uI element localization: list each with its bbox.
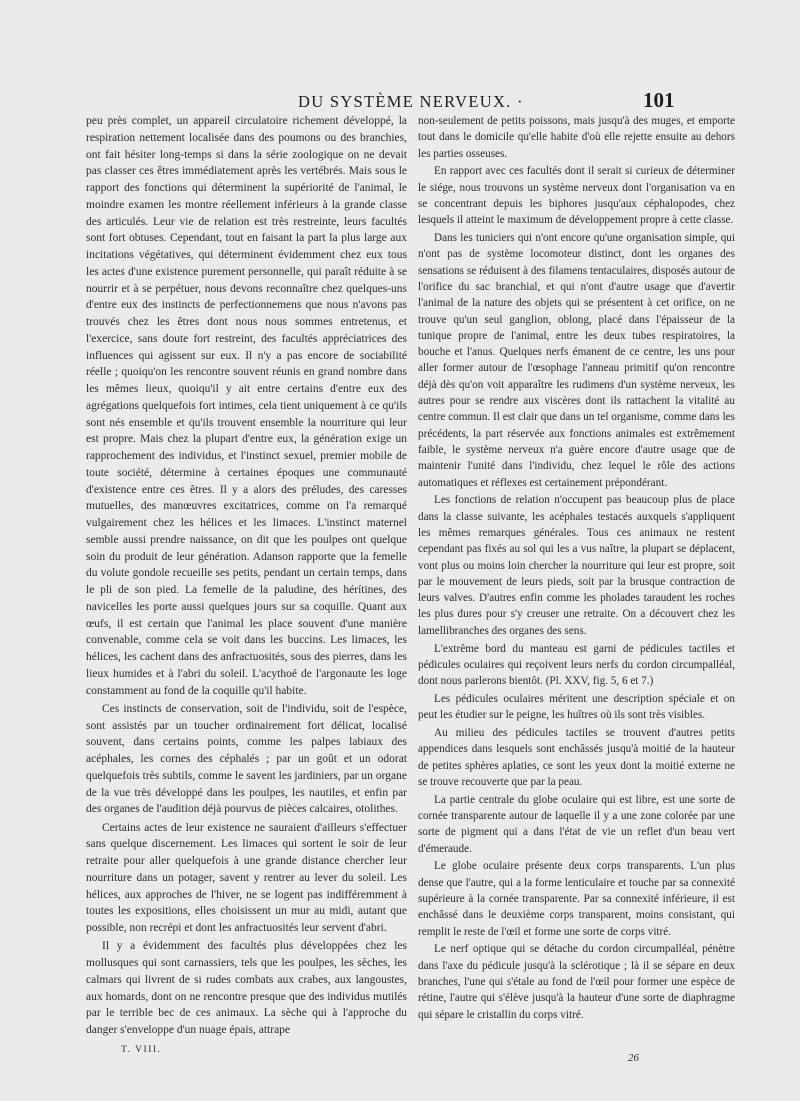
- right-text-column: [418, 113, 735, 1024]
- paragraph: Le nerf optique qui se détache du cordon circumpalléal, pénètre dans l'axe du pédicule jusqu'à la sclérotique ; là il se sépare en deux branches, l'une qui s'étale au fond de l'œil pour former une espèce de rétine, l'autre qui s'élève jusqu'à la hauteur d'une sorte de diaphragme qui sépare le cristallin du corps vitré.: [418, 943, 735, 1021]
- folio-number: 26: [628, 1052, 639, 1064]
- signature-mark: T. VIII.: [121, 1045, 162, 1055]
- left-text-column: [86, 113, 407, 1040]
- paragraph: L'extrême bord du manteau est garni de pédicules tactiles et pédicules oculaires qui reçoivent leurs nerfs du cordon circumpalléal, dont nous parlerons bientôt. (Pl. XXV, fig. 5, 6 et 7.): [418, 642, 735, 688]
- paragraph: Certains actes de leur existence ne sauraient d'ailleurs s'effectuer sans quelque discernement. Les limaces qui sortent le soir de leur retraite pour aller quelquefois à une grande distance chercher leur nourriture dans un potager, savent y rentrer au lever du soleil. Les hélices, aux approches de l'hiver, ne se logent pas indifféremment à toutes les expositions, elles choisissent un mur au midi, autant que possible, non recrépi et dont les anfractuosités leur servent d'abri.: [86, 821, 407, 934]
- paragraph: Les pédicules oculaires méritent une description spéciale et on peut les étudier sur le peigne, les huîtres où ils sont très visibles.: [418, 692, 735, 722]
- paragraph: La partie centrale du globe oculaire qui est libre, est une sorte de cornée transparente autour de laquelle il y a une zone colorée par une sorte de pigment qui a dans l'état de vie un reflet d'un beau vert d'émeraude.: [418, 793, 735, 855]
- running-title: DU SYSTÈME NERVEUX. ·: [298, 92, 524, 111]
- paragraph: Dans les tuniciers qui n'ont encore qu'une organisation simple, qui n'ont pas de système locomoteur distinct, dont les organes des sensations se réduisent à des filamens tentaculaires, disposés autour de l'orifice du sac branchial, et qui n'ont d'autre usage que d'avertir l'animal de la nature des objets qui se présentent à cet orifice, on ne trouve qu'un seul ganglion, oblong, placé dans l'épaisseur de la tunique propre de l'animal, entre les deux tubes respiratoires, la bouche et l'anus. Quelques nerfs émanent de ce centre, les uns pour aller former autour de l'œsophage l'anneau primitif qu'on rencontre déjà dès qu'on voit apparaître les rudimens d'un système nerveux, les autres pour se rendre aux viscères dont ils rattachent la vitalité au centre commun. Il est clair que dans un tel organisme, comme dans les précédents, la part réservée aux fonctions animales est extrêmement faible, le système nerveux n'a guère encore d'autre usage que de maintenir l'unité dans l'individu, chez lequel le rôle des actions automatiques et réflexes est certainement prépondérant.: [418, 232, 735, 489]
- page-number: 101: [643, 88, 675, 112]
- paragraph: non-seulement de petits poissons, mais jusqu'à des muges, et emporte tout dans le domicile qu'elle habite d'où elle rejette ensuite au dehors les parties osseuses.: [418, 115, 735, 160]
- paragraph: Il y a évidemment des facultés plus développées chez les mollusques qui sont carnassiers, tels que les poulpes, les sèches, les calmars qui livrent de si rudes combats aux crabes, aux langoustes, aux homards, dont on ne rencontre presque que des individus mutilés par le terrible bec de ces animaux. La sèche qui à l'approche du danger s'enveloppe d'un nuage épais, attrape: [86, 940, 407, 1036]
- paragraph: Au milieu des pédicules tactiles se trouvent d'autres petits appendices dans lesquels sont enchâssés jusqu'à moitié de la hauteur de petites sphères aplaties, ce sont les yeux dont la moitié externe ne se trouve recouverte que par la peau.: [418, 726, 735, 788]
- paragraph: peu près complet, un appareil circulatoire richement développé, la respiration nettement localisée dans des poumons ou des branchies, ont fait hésiter long-temps si dans la série zoologique on ne devait pas classer ces êtres immédiatement après les vertébrés. Mais sous le rapport des fonctions qui déterminent la supériorité de l'animal, le moindre examen les montre réellement inférieurs à la grande classe des articulés. Leur vie de relation est très restreinte, leurs facultés sont fort obtuses. Cependant, tout en faisant la part la plus large aux incitations végétatives, qui déterminent évidemment chez eux tous les actes d'une existence purement personnelle, qui paraît réduite à se nourrir et à se perpétuer, nous devons reconnaître chez quelques-uns d'entre eux des instincts de perfectionnemens que nous n'avons pas trouvés chez les êtres dont nous nous sommes entretenus, et l'exercice, sans doute fort restreint, des facultés appréciatrices des influences qui agissent sur eux. Il n'y a pas encore de sociabilité réelle ; quoiqu'on les rencontre souvent réunis en grand nombre dans les mêmes lieux, quoiqu'il y ait entre certains d'entre eux des agrégations quelquefois fort intimes, cela tient uniquement à ce qu'ils sont nés ensemble et qu'ils trouvent ensemble la nourriture qui leur est propre. Mais chez la plupart d'entre eux, la génération exige un rapprochement des individus, et l'instinct sexuel, premier mobile de toute société, détermine à certaines époques une communauté d'existence entre ces êtres. Il y a alors des préludes, des caresses mutuelles, des manœuvres excitatrices, comme on l'a remarqué vulgairement chez les hélices et les limaces. L'instinct maternel semble aussi prendre naissance, on dit que les poulpes ont quelque soin du produit de leur génération. Adanson rapporte que la femelle du volute gondole recueille ses petits, pendant un certain temps, dans le pli de son pied. La femelle de la paludine, des hérítines, des navicelles les porte aussi quelques jours sur sa coquille. Quant aux œufs, il est certain que l'animal les place souvent d'une manière convenable, comme cela se voit dans les buccins. Les limaces, les hélices, les cachent dans des anfractuosités, sous des pierres, dans les lieux humides et à l'abri du soleil. L'acythoé de l'argonaute les loge constamment au fond de la coquille qu'il habite.: [86, 115, 407, 697]
- paragraph: Les fonctions de relation n'occupent pas beaucoup plus de place dans la classe suivante, les acéphales testacés auxquels s'appliquent les mêmes remarques générales. Tous ces animaux ne restent cependant pas fixés au sol qui les a vus naître, la plupart se déplacent, vont plus ou moins loin chercher la nourriture qui leur est propre, soit par le mouvement de leurs pieds, soit par la brusque contraction de leurs valves. D'autres enfin comme les pholades taraudent les roches les plus dures pour s'y creuser une retraite. On a découvert chez les lamellibranches des organes des sens.: [418, 494, 735, 637]
- paragraph: En rapport avec ces facultés dont il serait si curieux de déterminer le siége, nous trouvons un système nerveux dont l'organisation va en se concentrant depuis les biphores jusqu'aux céphalopodes, chez lesquels il atteint le maximum de développement propre à cette classe.: [418, 165, 735, 227]
- paragraph: Ces instincts de conservation, soit de l'individu, soit de l'espèce, sont assistés par un toucher ordinairement fort délicat, localisé souvent, dans certains points, comme les palpes labiaux des acéphales, les cornes des céphalés ; par un goût et un odorat quelquefois très subtils, comme le savent les jardiniers, par un organe de la vue très développé dans les poulpes, les nautiles, et enfin par des organes de l'audition déjà pourvus de pièces calcaires, otolithes.: [86, 702, 407, 816]
- paragraph: Le globe oculaire présente deux corps transparents. L'un plus dense que l'autre, qui a la forme lenticulaire et touche par sa connexité supérieure à la cornée transparente. Par sa connexité inférieure, il est enchâssé dans le deuxième corps transparent, moins consistant, qui remplit le reste de l'œil et forme une sorte de corps vitré.: [418, 860, 735, 938]
